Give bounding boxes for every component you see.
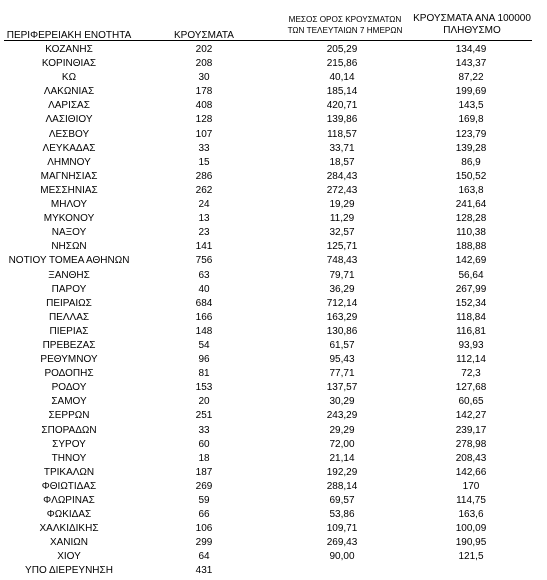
header-seven-day-average-line1: ΜΕΣΟΣ ΟΡΟΣ ΚΡΟΥΣΜΑΤΩΝ: [288, 15, 402, 24]
table-row: [0, 184, 547, 198]
table-row: [0, 339, 547, 353]
cell-cases: 81: [198, 368, 210, 380]
cell-region: ΚΟΖΑΝΗΣ: [45, 44, 93, 55]
cell-region: ΠΙΕΡΙΑΣ: [49, 325, 89, 337]
cell-cases-per-100000: 121,5: [458, 551, 484, 563]
cell-cases: 33: [198, 142, 210, 154]
cell-region: ΠΕΛΛΑΣ: [48, 311, 90, 323]
cell-seven-day-average: 192,29: [326, 466, 358, 478]
cell-region: ΠΡΕΒΕΖΑΣ: [42, 339, 96, 351]
cell-cases: 24: [198, 199, 210, 211]
cell-cases: 408: [195, 100, 213, 112]
cell-cases-per-100000: 150,52: [455, 170, 487, 182]
cell-region: ΡΟΔΟΠΗΣ: [44, 368, 94, 380]
cell-cases-per-100000: 163,6: [458, 509, 484, 521]
cell-seven-day-average: 712,14: [326, 297, 358, 309]
cell-cases-per-100000: 199,69: [455, 86, 487, 98]
cell-cases-per-100000: 112,14: [456, 354, 486, 366]
cell-cases: 30: [198, 72, 210, 84]
cell-seven-day-average: 215,86: [326, 58, 358, 70]
cell-seven-day-average: 118,57: [327, 128, 357, 140]
cell-seven-day-average: 30,29: [329, 396, 355, 408]
cell-cases-per-100000: 190,95: [455, 537, 487, 549]
cell-region: ΦΘΙΩΤΙΔΑΣ: [41, 480, 97, 492]
table-row: [0, 170, 547, 184]
cell-region: ΛΑΡΙΣΑΣ: [48, 100, 90, 112]
cell-cases-per-100000: 188,88: [455, 241, 487, 253]
table-row: [0, 508, 547, 522]
cell-region: ΞΑΝΘΗΣ: [48, 269, 90, 281]
cell-cases-per-100000: 267,99: [455, 283, 487, 295]
cell-cases-per-100000: 128,28: [455, 213, 487, 225]
cell-seven-day-average: 21,14: [329, 452, 355, 464]
cell-cases: 431: [195, 565, 213, 577]
header-divider: [4, 40, 532, 41]
header-cases-per-100000: [412, 13, 532, 36]
cell-cases: 153: [195, 382, 213, 394]
header-cases: ΚΡΟΥΣΜΑΤΑ: [174, 30, 234, 41]
cell-cases: 13: [198, 213, 210, 225]
cell-cases: 251: [195, 410, 213, 422]
cell-cases: 107: [195, 128, 213, 140]
cell-cases: 148: [195, 325, 213, 337]
cell-cases: 63: [198, 269, 210, 281]
table-row: [0, 311, 547, 325]
cell-seven-day-average: 95,43: [329, 354, 355, 366]
cell-region: ΛΕΥΚΑΔΑΣ: [42, 142, 96, 154]
table-row: [0, 466, 547, 480]
cell-cases-per-100000: 114,75: [456, 495, 486, 506]
cell-region: ΣΠΟΡΑΔΩΝ: [41, 424, 97, 436]
table-row: [0, 113, 547, 127]
table-row: [0, 325, 547, 339]
cell-cases: 166: [195, 311, 213, 323]
cell-region: ΥΠΟ ΔΙΕΡΕΥΝΗΣΗ: [25, 565, 113, 577]
table-row: [0, 438, 547, 452]
cell-cases-per-100000: 118,84: [456, 311, 486, 323]
cell-cases: 286: [195, 170, 213, 182]
table-row: [0, 283, 547, 297]
cell-cases-per-100000: 142,27: [455, 410, 487, 422]
cell-cases-per-100000: 278,98: [455, 438, 487, 450]
table-row: [0, 198, 547, 212]
cell-region: ΛΑΚΩΝΙΑΣ: [43, 86, 95, 98]
cell-region: ΜΕΣΣΗΝΙΑΣ: [40, 184, 98, 196]
cell-cases-per-100000: 239,17: [455, 424, 487, 436]
cell-cases: 40: [198, 283, 210, 295]
table-row: [0, 57, 547, 71]
cell-region: ΝΑΞΟΥ: [51, 227, 87, 239]
cell-region: ΧΑΝΙΩΝ: [49, 537, 89, 549]
table-body: [0, 43, 547, 579]
header-region: ΠΕΡΙΦΕΡΕΙΑΚΗ ΕΝΟΤΗΤΑ: [6, 30, 132, 41]
cell-cases-per-100000: 123,79: [455, 128, 487, 140]
cell-cases-per-100000: 56,64: [458, 269, 484, 281]
cell-region: ΝΗΣΩΝ: [51, 241, 87, 253]
cell-cases-per-100000: 72,3: [461, 368, 481, 380]
cell-cases-per-100000: 110,38: [456, 227, 486, 239]
table-row: [0, 381, 547, 395]
cell-region: ΚΩ: [61, 72, 77, 84]
cell-seven-day-average: 11,29: [329, 213, 355, 225]
table-row: [0, 142, 547, 156]
table-row: [0, 99, 547, 113]
header-cases-per-100000-line1: ΚΡΟΥΣΜΑΤΑ ΑΝΑ 100000: [413, 13, 531, 24]
cell-seven-day-average: 72,00: [329, 438, 355, 450]
cell-region: ΠΕΙΡΑΙΩΣ: [46, 297, 92, 309]
cell-seven-day-average: 77,71: [329, 368, 355, 380]
cell-region: ΦΩΚΙΔΑΣ: [46, 509, 92, 521]
cell-cases: 299: [195, 537, 213, 549]
cell-seven-day-average: 29,29: [329, 424, 355, 436]
cell-cases: 18: [198, 452, 210, 464]
cell-region: ΛΑΣΙΘΙΟΥ: [45, 114, 93, 126]
table-row: [0, 269, 547, 283]
cell-seven-day-average: 420,71: [326, 100, 358, 112]
cell-region: ΤΗΝΟΥ: [51, 452, 87, 464]
cell-cases: 208: [195, 58, 213, 70]
cell-region: ΜΥΚΟΝΟΥ: [43, 213, 95, 225]
cell-seven-day-average: 269,43: [326, 537, 358, 549]
cell-region: ΦΛΩΡΙΝΑΣ: [43, 495, 95, 506]
cell-seven-day-average: 125,71: [326, 241, 358, 253]
cell-cases: 96: [198, 354, 210, 366]
table-row: [0, 409, 547, 423]
cell-region: ΛΗΜΝΟΥ: [47, 156, 91, 168]
cell-region: ΧΙΟΥ: [57, 551, 81, 563]
cell-region: ΝΟΤΙΟΥ ΤΟΜΕΑ ΑΘΗΝΩΝ: [8, 255, 130, 267]
cell-cases-per-100000: 152,34: [455, 297, 487, 309]
cell-region: ΣΑΜΟΥ: [51, 396, 87, 408]
cell-seven-day-average: 36,29: [329, 283, 355, 295]
cell-seven-day-average: 33,71: [329, 142, 355, 154]
header-seven-day-average-line2: ΤΩΝ ΤΕΛΕΥΤΑΙΩΝ 7 ΗΜΕΡΩΝ: [287, 25, 403, 35]
cell-seven-day-average: 18,57: [329, 156, 355, 168]
table-row: [0, 536, 547, 550]
cell-cases: 33: [198, 424, 210, 436]
cell-seven-day-average: 243,29: [326, 410, 358, 422]
cell-cases: 23: [198, 227, 210, 239]
cell-region: ΛΕΣΒΟΥ: [48, 128, 90, 140]
cell-region: ΚΟΡΙΝΘΙΑΣ: [41, 58, 97, 70]
cell-cases-per-100000: 170: [462, 480, 480, 492]
cell-seven-day-average: 139,86: [326, 114, 358, 126]
table-row: [0, 226, 547, 240]
cell-seven-day-average: 130,86: [326, 325, 358, 337]
cell-cases-per-100000: 163,8: [458, 184, 484, 196]
cell-cases: 15: [198, 156, 210, 168]
cell-cases-per-100000: 60,65: [458, 396, 484, 408]
cell-region: ΤΡΙΚΑΛΩΝ: [43, 466, 95, 478]
cell-seven-day-average: 284,43: [326, 170, 358, 182]
table-row: [0, 452, 547, 466]
cell-cases: 756: [195, 255, 213, 267]
table-row: [0, 85, 547, 99]
cell-cases: 54: [198, 339, 210, 351]
cell-seven-day-average: 288,14: [326, 480, 358, 492]
cell-cases: 66: [198, 509, 210, 521]
cell-cases: 262: [195, 184, 213, 196]
cell-region: ΡΟΔΟΥ: [51, 382, 87, 394]
cell-cases-per-100000: 116,81: [456, 325, 486, 337]
cell-cases: 60: [198, 438, 210, 450]
cell-cases-per-100000: 241,64: [455, 199, 487, 211]
table-row: [0, 424, 547, 438]
table-row: [0, 480, 547, 494]
cell-region: ΜΑΓΝΗΣΙΑΣ: [40, 170, 98, 182]
cell-cases-per-100000: 143,5: [458, 100, 484, 112]
cell-region: ΠΑΡΟΥ: [51, 283, 87, 295]
cell-seven-day-average: 69,57: [329, 495, 355, 506]
cell-region: ΣΕΡΡΩΝ: [48, 410, 90, 422]
cell-cases-per-100000: 143,37: [455, 58, 487, 70]
cell-seven-day-average: 137,57: [326, 382, 358, 394]
cell-seven-day-average: 163,29: [326, 311, 358, 323]
table-row: [0, 522, 547, 536]
table-row: [0, 156, 547, 170]
cell-cases: 202: [195, 44, 213, 55]
cell-seven-day-average: 272,43: [326, 184, 358, 196]
cell-cases-per-100000: 139,28: [455, 142, 487, 154]
cell-seven-day-average: 185,14: [326, 86, 358, 98]
table-row: [0, 494, 547, 508]
cell-cases-per-100000: 142,69: [455, 255, 487, 267]
cell-cases-per-100000: 142,66: [455, 466, 487, 478]
table-row: [0, 395, 547, 409]
cell-cases: 106: [195, 523, 213, 535]
cell-seven-day-average: 32,57: [329, 227, 355, 239]
cell-cases-per-100000: 87,22: [458, 72, 484, 84]
cell-cases-per-100000: 86,9: [461, 156, 481, 168]
table-row: [0, 71, 547, 85]
cell-cases: 141: [195, 241, 213, 253]
cell-seven-day-average: 748,43: [326, 255, 358, 267]
cell-cases: 684: [195, 297, 213, 309]
cell-seven-day-average: 109,71: [326, 523, 358, 535]
table-row: [0, 43, 547, 57]
header-cases-per-100000-line2: ΠΛΗΘΥΣΜΟ: [443, 24, 501, 36]
table-row: [0, 550, 547, 564]
cell-region: ΡΕΘΥΜΝΟΥ: [40, 354, 98, 366]
cell-cases: 187: [195, 466, 213, 478]
cell-cases-per-100000: 134,49: [455, 44, 487, 55]
cell-seven-day-average: 205,29: [326, 44, 358, 55]
cell-cases-per-100000: 100,09: [455, 523, 487, 535]
cell-region: ΧΑΛΚΙΔΙΚΗΣ: [39, 523, 99, 535]
cell-region: ΣΥΡΟΥ: [52, 438, 86, 450]
table-row: [0, 212, 547, 226]
cell-cases: 128: [195, 114, 213, 126]
table-row: [0, 254, 547, 268]
cell-cases: 59: [198, 495, 210, 506]
cell-cases: 20: [198, 396, 210, 408]
cell-region: ΜΗΛΟΥ: [50, 199, 88, 211]
table-row: [0, 297, 547, 311]
cell-cases: 269: [195, 480, 213, 492]
cell-cases-per-100000: 127,68: [455, 382, 487, 394]
cell-seven-day-average: 40,14: [329, 72, 355, 84]
table-row: [0, 240, 547, 254]
cell-cases: 64: [198, 551, 210, 563]
table-row: [0, 128, 547, 142]
cell-seven-day-average: 53,86: [329, 509, 355, 521]
header-seven-day-average: [270, 15, 420, 36]
cell-seven-day-average: 61,57: [329, 339, 355, 351]
cell-cases-per-100000: 93,93: [458, 339, 484, 351]
table-row: [0, 353, 547, 367]
cell-cases-per-100000: 208,43: [455, 452, 487, 464]
cell-cases-per-100000: 169,8: [458, 114, 484, 126]
cell-seven-day-average: 90,00: [329, 551, 355, 563]
cell-seven-day-average: 19,29: [329, 199, 355, 211]
table-row: [0, 564, 547, 578]
cell-cases: 178: [195, 86, 213, 98]
cell-seven-day-average: 79,71: [329, 269, 355, 281]
table-row: [0, 367, 547, 381]
